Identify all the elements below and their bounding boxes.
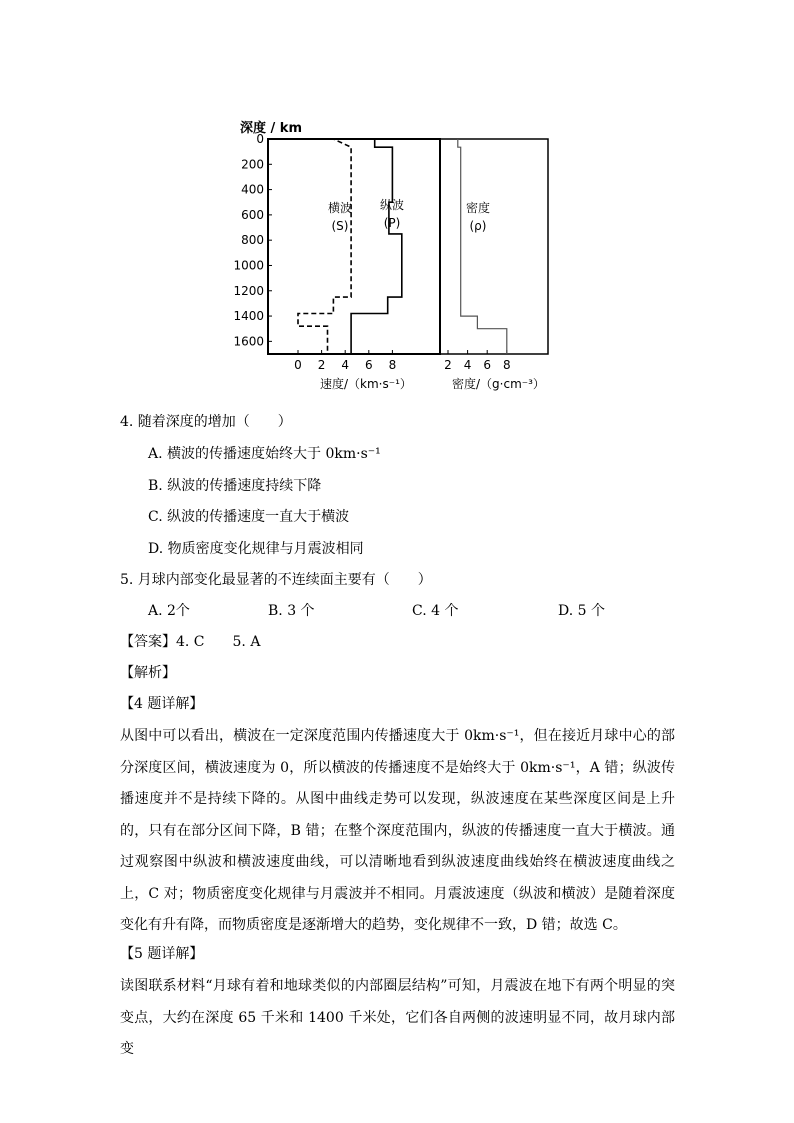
speed-tick-label: 4 xyxy=(341,358,350,372)
analysis-header: 【解析】 xyxy=(120,665,176,681)
density-panel-frame xyxy=(440,139,548,354)
density-tick-label: 4 xyxy=(463,358,472,372)
q5-option-d: D. 5 个 xyxy=(558,603,605,619)
q4-option-d: D. 物质密度变化规律与月震波相同 xyxy=(148,541,364,557)
depth-tick-label: 800 xyxy=(241,233,264,248)
s-wave-symbol: (S) xyxy=(331,219,349,233)
p-wave-label: 纵波 xyxy=(379,198,405,212)
speed-axis-label: 速度/（km·s⁻¹） xyxy=(320,377,412,391)
series-s-line xyxy=(298,139,351,354)
q5-detail-header: 【5 题详解】 xyxy=(120,946,204,962)
density-tick-label: 8 xyxy=(502,358,511,372)
depth-tick-label: 0 xyxy=(256,132,264,146)
lunar-seismic-figure xyxy=(230,112,570,397)
s-wave-label: 横波 xyxy=(327,201,353,215)
depth-tick-label: 200 xyxy=(241,157,264,172)
speed-tick-label: 2 xyxy=(317,358,326,372)
depth-tick-label: 1200 xyxy=(233,283,264,298)
depth-axis-label: 深度 / km xyxy=(240,121,302,136)
depth-tick-labels xyxy=(233,132,272,348)
q4-option-b: B. 纵波的传播速度持续下降 xyxy=(148,478,322,494)
q4-explanation-text: 从图中可以看出，横波在一定深度范围内传播速度大于 0km·s⁻¹，但在接近月球中心的部分深度区间，横波速度为 0，所以横波的传播速度不是始终大于 0km·s⁻¹，A 错；纵波传播速度并不是持续下降的。从图中曲线走势可以发现，纵波速度在某些深度区间是上升的，只有在部分区间下降，B 错；在整个深度范围内，纵波的传播速度一直大于横波。通过观察图中纵波和横波速度曲线，可以清晰地看到纵波速度曲线始终在横波速度曲线之上，C 对；物质密度变化规律与月震波并不相同。月震波速度（纵波和横波）是随着深度变化有升有降，而物质密度是逐渐增大的趋势，变化规律不一致，D 错；故选 C。 xyxy=(120,728,675,933)
series-p-line xyxy=(298,139,405,354)
density-tick-label: 6 xyxy=(483,358,492,372)
answer-line: 【答案】4. C 5. A xyxy=(120,634,261,650)
density-tick-label: 2 xyxy=(444,358,452,372)
depth-tick-label: 400 xyxy=(241,182,264,197)
speed-tick-label: 8 xyxy=(388,358,397,372)
density-symbol: (ρ) xyxy=(469,219,487,233)
depth-tick-label: 600 xyxy=(241,207,264,222)
q5-option-a: A. 2个 xyxy=(148,603,190,619)
density-axis-label: 密度/（g·cm⁻³） xyxy=(452,377,545,391)
q4-option-c: C. 纵波的传播速度一直大于横波 xyxy=(148,509,350,525)
q4-detail-header: 【4 题详解】 xyxy=(120,696,204,712)
series-layer xyxy=(298,139,507,354)
speed-tick-label: 0 xyxy=(294,358,302,372)
q5-option-b: B. 3 个 xyxy=(268,603,315,619)
speed-panel-frame xyxy=(268,139,440,354)
q4-stem: 4. 随着深度的增加（ ） xyxy=(120,414,292,430)
depth-tick-label: 1600 xyxy=(233,334,264,349)
depth-tick-label: 1400 xyxy=(233,309,264,324)
speed-tick-label: 6 xyxy=(364,358,373,372)
q5-explanation-text: 读图联系材料“月球有着和地球类似的内部圈层结构”可知，月震波在地下有两个明显的突变点，大约在深度 65 千米和 1400 千米处，它们各自两侧的波速明显不同，故月球内部变 xyxy=(120,978,675,1057)
depth-tick-label: 1000 xyxy=(233,258,264,273)
q5-stem: 5. 月球内部变化最显著的不连续面主要有（ ） xyxy=(120,572,432,588)
q4-option-a: A. 横波的传播速度始终大于 0km·s⁻¹ xyxy=(148,446,381,462)
series--line xyxy=(458,139,507,354)
q5-explanation xyxy=(120,971,675,1066)
density-label: 密度 xyxy=(465,201,491,215)
q4-explanation xyxy=(120,721,675,942)
p-wave-symbol: (P) xyxy=(383,216,401,230)
q5-option-c: C. 4 个 xyxy=(412,603,459,619)
